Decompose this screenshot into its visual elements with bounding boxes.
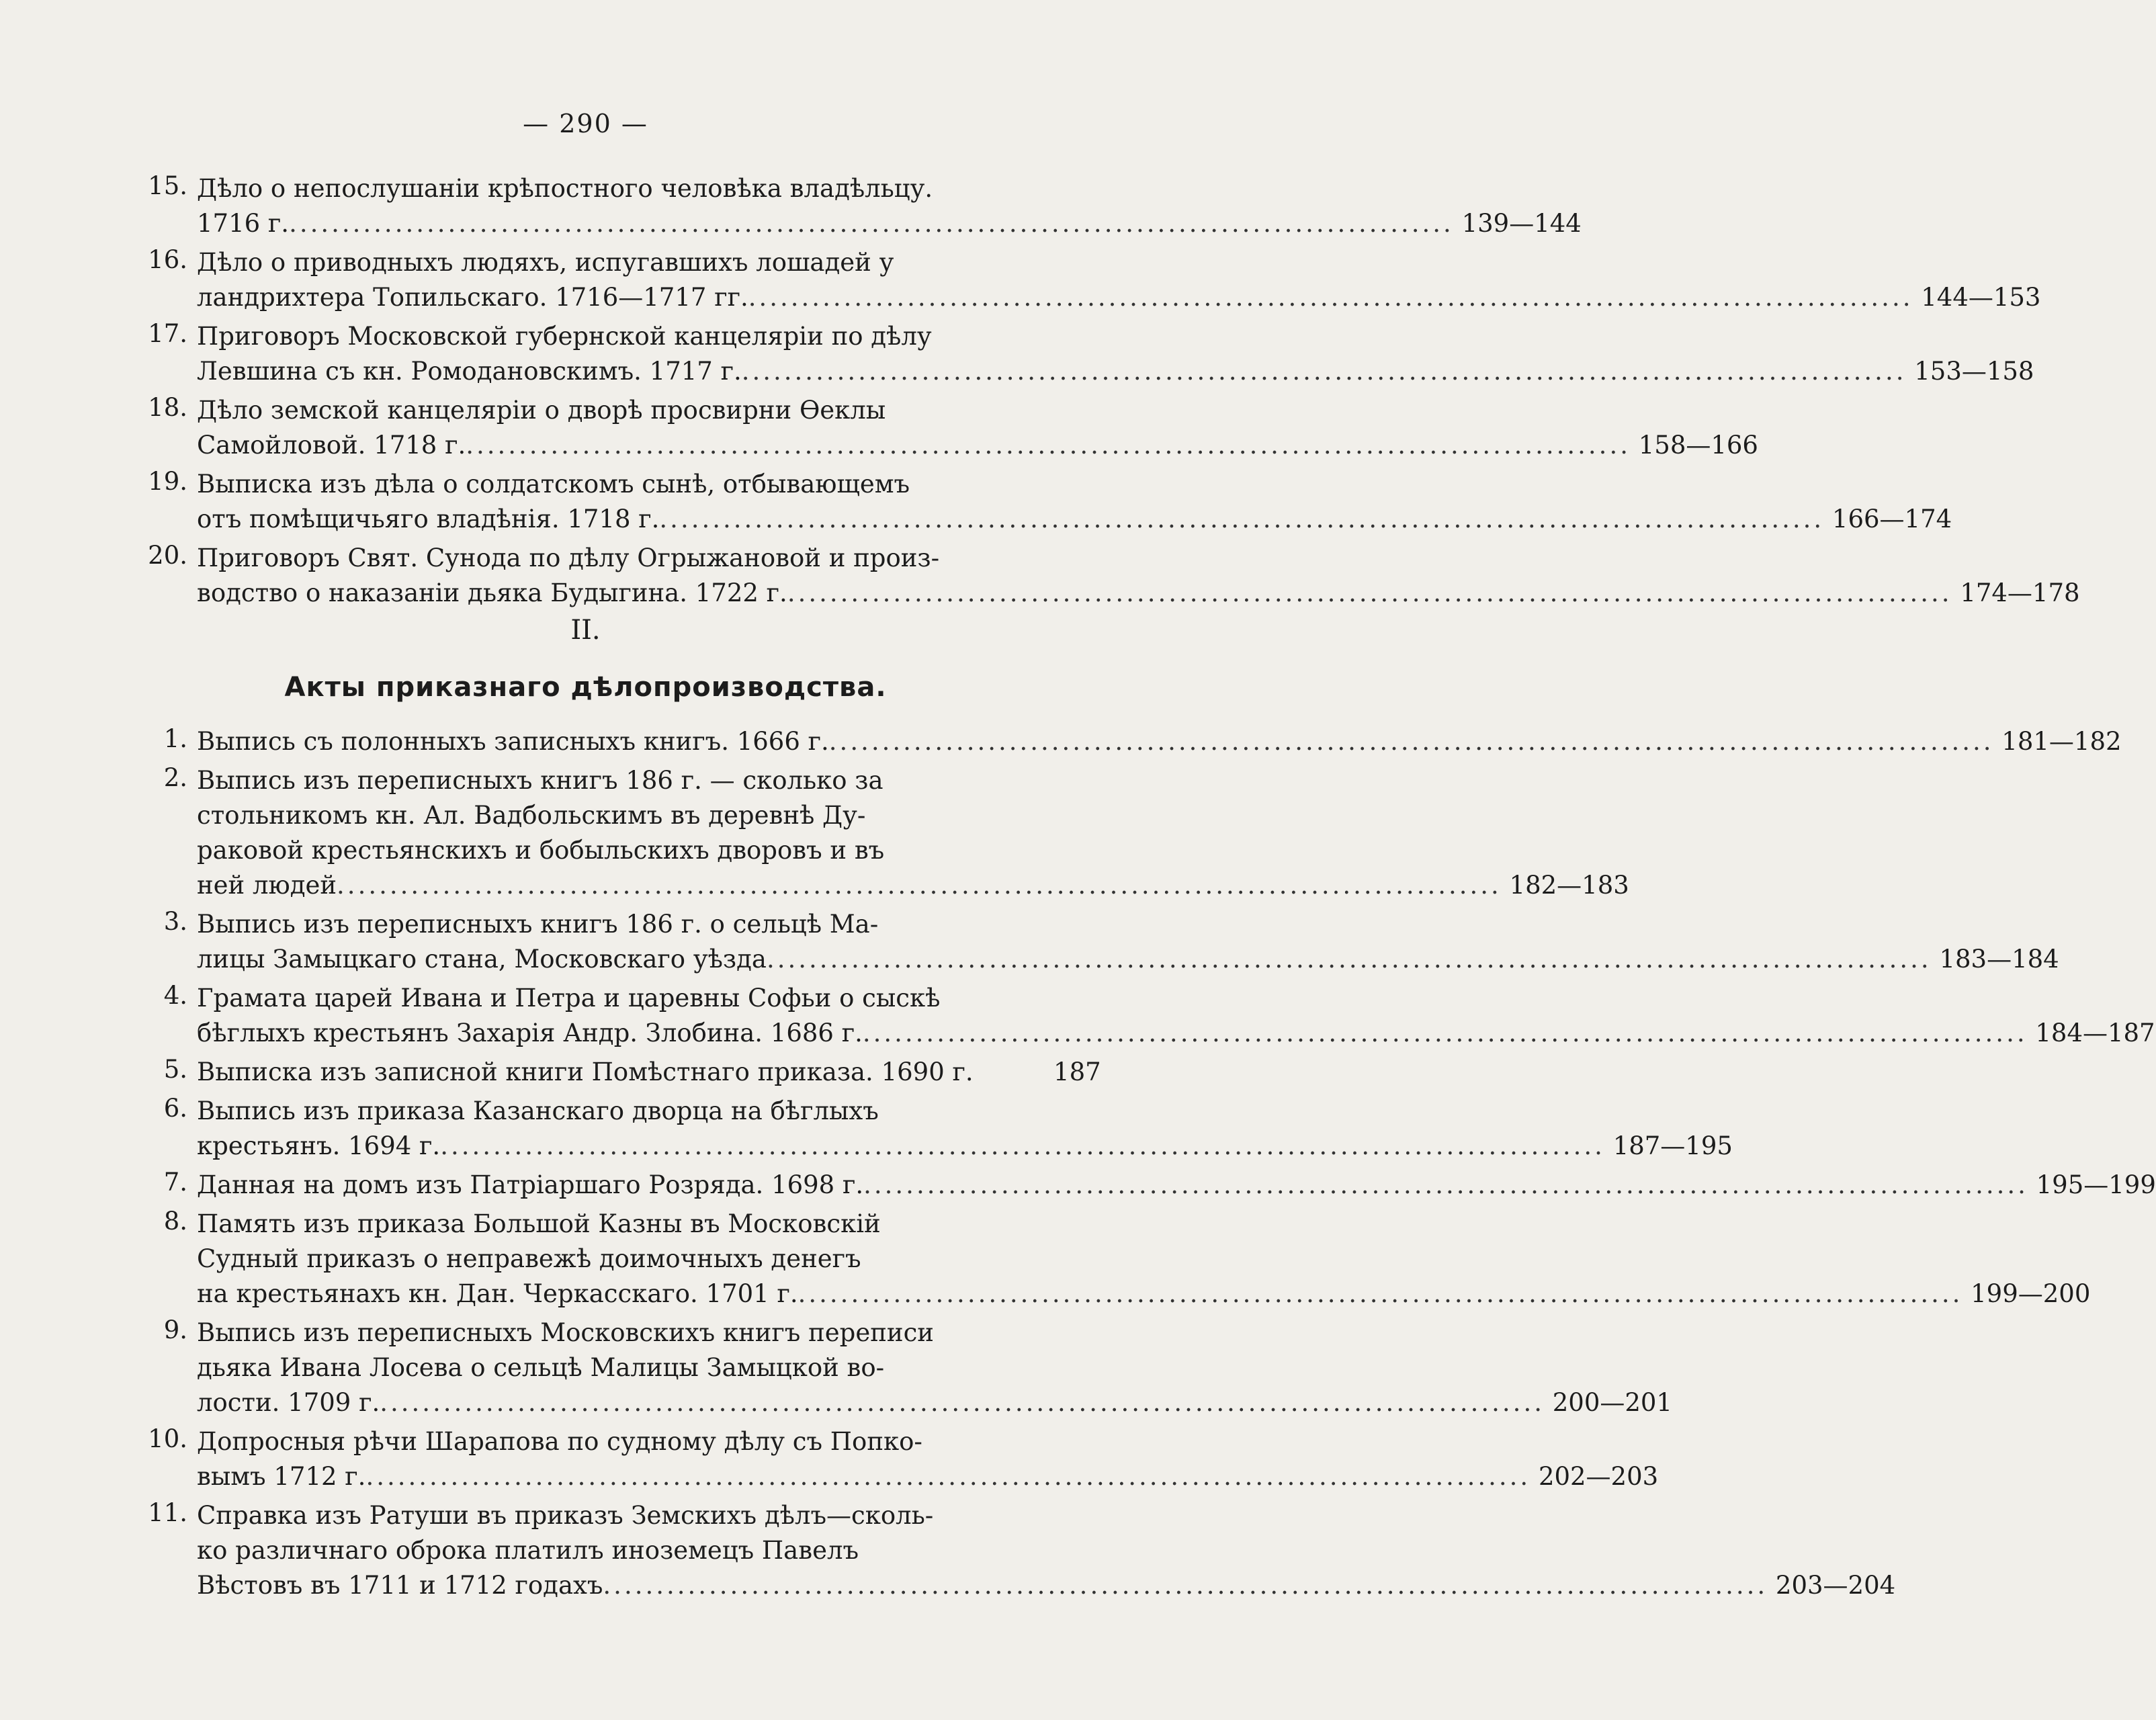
dot-leader: ..............................................................................................................	[440, 1131, 1605, 1160]
entry-title-line: стольникомъ кн. Ал. Вадбольскимъ въ деревнѣ Ду-	[197, 801, 866, 830]
page-range: 199—200	[1971, 1279, 2091, 1308]
entry-title-line: Левшина съ кн. Ромодановскимъ. 1717 г.	[197, 357, 742, 386]
entry-title-line: Справка изъ Ратуши въ приказъ Земскихъ дѣлъ—сколь-	[197, 1501, 934, 1530]
entry-number: 11.	[148, 1498, 187, 1527]
entry-title-line: Выписка изъ дѣла о солдатскомъ сынѣ, отбывающемъ	[197, 470, 910, 499]
dot-leader: ..............................................................................................................	[787, 578, 1952, 607]
entry-body	[197, 981, 2155, 1051]
dot-leader: ..............................................................................................................	[289, 209, 1454, 238]
dot-leader: ..............................................................................................................	[863, 1170, 2028, 1199]
contents-entry	[131, 1207, 2091, 1312]
entry-body	[197, 171, 1582, 241]
entry-title-line: Выпись изъ переписныхъ книгъ 186 г. — сколько за	[197, 766, 883, 795]
entry-title-line: Дѣло о приводныхъ людяхъ, испугавшихъ лошадей у	[197, 248, 894, 277]
entry-last-line	[197, 868, 1629, 903]
entry-body	[197, 467, 1952, 537]
page-range: 153—158	[1914, 357, 2034, 386]
entry-last-line	[197, 1129, 1733, 1164]
page-range: 187	[1053, 1058, 1101, 1086]
entry-last-line	[197, 942, 2059, 977]
contents-entry	[131, 981, 2155, 1051]
entry-number: 20.	[148, 541, 187, 570]
entry-body	[197, 245, 2041, 315]
contents-entry	[131, 171, 1582, 241]
page-range: 166—174	[1831, 505, 1952, 533]
contents-list-part-2	[131, 724, 2156, 1607]
entry-last-line	[197, 724, 2122, 759]
entry-body	[197, 1094, 1733, 1164]
entry-title-line: Память изъ приказа Большой Казны въ Московскій	[197, 1209, 881, 1238]
contents-entry	[131, 393, 1758, 463]
entry-last-line	[197, 206, 1582, 241]
entry-title-line: Выписка изъ записной книги Помѣстнаго приказа. 1690 г.	[197, 1058, 974, 1086]
entry-last-line	[197, 1568, 1896, 1603]
page-range: 139—144	[1461, 209, 1582, 238]
entry-title-line: Грамата царей Ивана и Петра и царевны Софьи о сыскѣ	[197, 984, 941, 1013]
entry-title-line: Приговоръ Московской губернской канцеляріи по дѣлу	[197, 322, 932, 351]
entry-number: 16.	[148, 245, 187, 274]
entry-title-line: Выпись изъ переписныхъ книгъ 186 г. о сельцѣ Ма-	[197, 910, 879, 939]
page-range: 144—153	[1921, 283, 2041, 312]
entry-last-line	[197, 576, 2080, 611]
entry-last-line	[197, 428, 1758, 463]
contents-list-part-1	[131, 171, 2080, 615]
page-range: 184—187	[2035, 1019, 2155, 1047]
page-range: 195—199	[2036, 1170, 2156, 1199]
entry-title-line: ней людей	[197, 871, 337, 900]
contents-entry	[131, 1424, 1659, 1494]
entry-number: 2.	[163, 763, 187, 792]
entry-body	[197, 319, 2034, 389]
entry-title-line: водство о наказаніи дьяка Будыгина. 1722 г.	[197, 578, 787, 607]
entry-title-line: лицы Замыцкаго стана, Московскаго уѣзда	[197, 945, 767, 974]
entry-body	[197, 1207, 2091, 1312]
entry-body	[197, 907, 2059, 977]
entry-number: 5.	[163, 1055, 187, 1084]
page-range: 181—182	[2001, 727, 2122, 756]
entry-number: 18.	[148, 393, 187, 422]
entry-title-line: дьяка Ивана Лосева о сельцѣ Малицы Замыцкой во-	[197, 1353, 885, 1382]
entry-title-line: 1716 г.	[197, 209, 290, 238]
dot-leader: ..............................................................................................................	[659, 505, 1825, 533]
entry-body	[197, 724, 2122, 759]
entry-last-line	[197, 1016, 2155, 1051]
entry-title-line: Дѣло о непослушаніи крѣпостного человѣка владѣльцу.	[197, 174, 933, 203]
entry-last-line	[197, 1168, 2156, 1203]
dot-leader: ..............................................................................................................	[603, 1571, 1768, 1600]
contents-entry	[131, 319, 2034, 389]
entry-number: 6.	[163, 1094, 187, 1123]
entry-title-line: вымъ 1712 г.	[197, 1462, 366, 1491]
entry-body	[197, 1424, 1659, 1494]
contents-entry	[131, 541, 2080, 611]
entry-title-line: Выпись съ полонныхъ записныхъ книгъ. 1666 г.	[197, 727, 829, 756]
entry-title-line: Данная на домъ изъ Патріаршаго Розряда. 1698 г.	[197, 1170, 864, 1199]
entry-number: 10.	[148, 1424, 187, 1453]
page-number: — 290 —	[523, 109, 648, 138]
entry-number: 8.	[163, 1207, 187, 1236]
entry-number: 7.	[163, 1168, 187, 1197]
dot-leader: ..............................................................................................................	[766, 945, 1932, 974]
contents-entry	[131, 1055, 1101, 1090]
entry-number: 1.	[163, 724, 187, 753]
page-range: 183—184	[1939, 945, 2059, 974]
entry-number: 15.	[148, 171, 187, 200]
page-range: 174—178	[1960, 578, 2080, 607]
entry-title-line: Выпись изъ приказа Казанскаго дворца на бѣглыхъ	[197, 1096, 879, 1125]
entry-title-line: отъ помѣщичьяго владѣнія. 1718 г.	[197, 505, 660, 533]
contents-entry	[131, 763, 1629, 903]
entry-last-line	[197, 354, 2034, 389]
contents-entry	[131, 467, 1952, 537]
entry-number: 17.	[148, 319, 187, 348]
page-range: 182—183	[1509, 871, 1629, 900]
entry-title-line: крестьянъ. 1694 г.	[197, 1131, 441, 1160]
dot-leader: ..............................................................................................................	[797, 1279, 1963, 1308]
dot-leader: ..............................................................................................................	[365, 1462, 1531, 1491]
contents-entry	[131, 907, 2059, 977]
entry-title-line: ко различнаго оброка платилъ иноземецъ Павелъ	[197, 1536, 859, 1565]
entry-title-line: ландрихтера Топильскаго. 1716—1717 гг.	[197, 283, 748, 312]
entry-title-line: Выпись изъ переписныхъ Московскихъ книгъ переписи	[197, 1318, 934, 1347]
contents-entry	[131, 1316, 1672, 1420]
entry-number: 4.	[163, 981, 187, 1010]
page-range: 200—201	[1552, 1388, 1672, 1417]
entry-body	[197, 393, 1758, 463]
entry-last-line	[197, 502, 1952, 537]
entry-body	[197, 1316, 1672, 1420]
entry-body	[197, 763, 1629, 903]
dot-leader: ..............................................................................................................	[380, 1388, 1545, 1417]
entry-last-line	[197, 1055, 1101, 1090]
entry-title-line: бѣглыхъ крестьянъ Захарія Андр. Злобина. 1686 г.	[197, 1019, 863, 1047]
entry-number: 3.	[163, 907, 187, 936]
dot-leader: ..............................................................................................................	[862, 1019, 2028, 1047]
section-number: II.	[570, 615, 601, 646]
dot-leader: ..............................................................................................................	[337, 871, 1502, 900]
entry-title-line: Приговоръ Свят. Сунода по дѣлу Огрыжановой и произ-	[197, 544, 940, 572]
section-title: Акты приказнаго дѣлопроизводства.	[284, 672, 887, 703]
entry-number: 9.	[163, 1316, 187, 1344]
entry-title-line: лости. 1709 г.	[197, 1388, 380, 1417]
entry-title-line: раковой крестьянскихъ и бобыльскихъ дворовъ и въ	[197, 836, 885, 865]
dot-leader: ..............................................................................................................	[828, 727, 1994, 756]
contents-entry	[131, 1498, 1896, 1603]
dot-leader: ..............................................................................................................	[466, 431, 1631, 460]
entry-last-line	[197, 1277, 2091, 1312]
page-range: 203—204	[1775, 1571, 1896, 1600]
dot-leader: ..............................................................................................................	[748, 283, 1913, 312]
entry-title-line: на крестьянахъ кн. Дан. Черкасскаго. 1701 г.	[197, 1279, 798, 1308]
dot-leader: ..............................................................................................................	[741, 357, 1907, 386]
entry-title-line: Судный приказъ о неправежѣ доимочныхъ денегъ	[197, 1244, 861, 1273]
entry-title-line: Дѣло земской канцеляріи о дворѣ просвирни Ѳеклы	[197, 396, 886, 425]
entry-body	[197, 541, 2080, 611]
page-range: 202—203	[1538, 1462, 1659, 1491]
entry-title-line: Самойловой. 1718 г.	[197, 431, 466, 460]
entry-body	[197, 1055, 1101, 1090]
entry-body	[197, 1498, 1896, 1603]
entry-last-line	[197, 280, 2041, 315]
entry-title-line: Вѣстовъ въ 1711 и 1712 годахъ	[197, 1571, 603, 1600]
entry-number: 19.	[148, 467, 187, 496]
page-range: 187—195	[1612, 1131, 1733, 1160]
entry-body	[197, 1168, 2156, 1203]
contents-entry	[131, 724, 2122, 759]
contents-entry	[131, 245, 2041, 315]
page-range: 158—166	[1638, 431, 1758, 460]
contents-entry	[131, 1168, 2156, 1203]
entry-title-line: Допросныя рѣчи Шарапова по судному дѣлу съ Попко-	[197, 1427, 922, 1456]
entry-last-line	[197, 1385, 1672, 1420]
entry-last-line	[197, 1459, 1659, 1494]
contents-entry	[131, 1094, 1733, 1164]
